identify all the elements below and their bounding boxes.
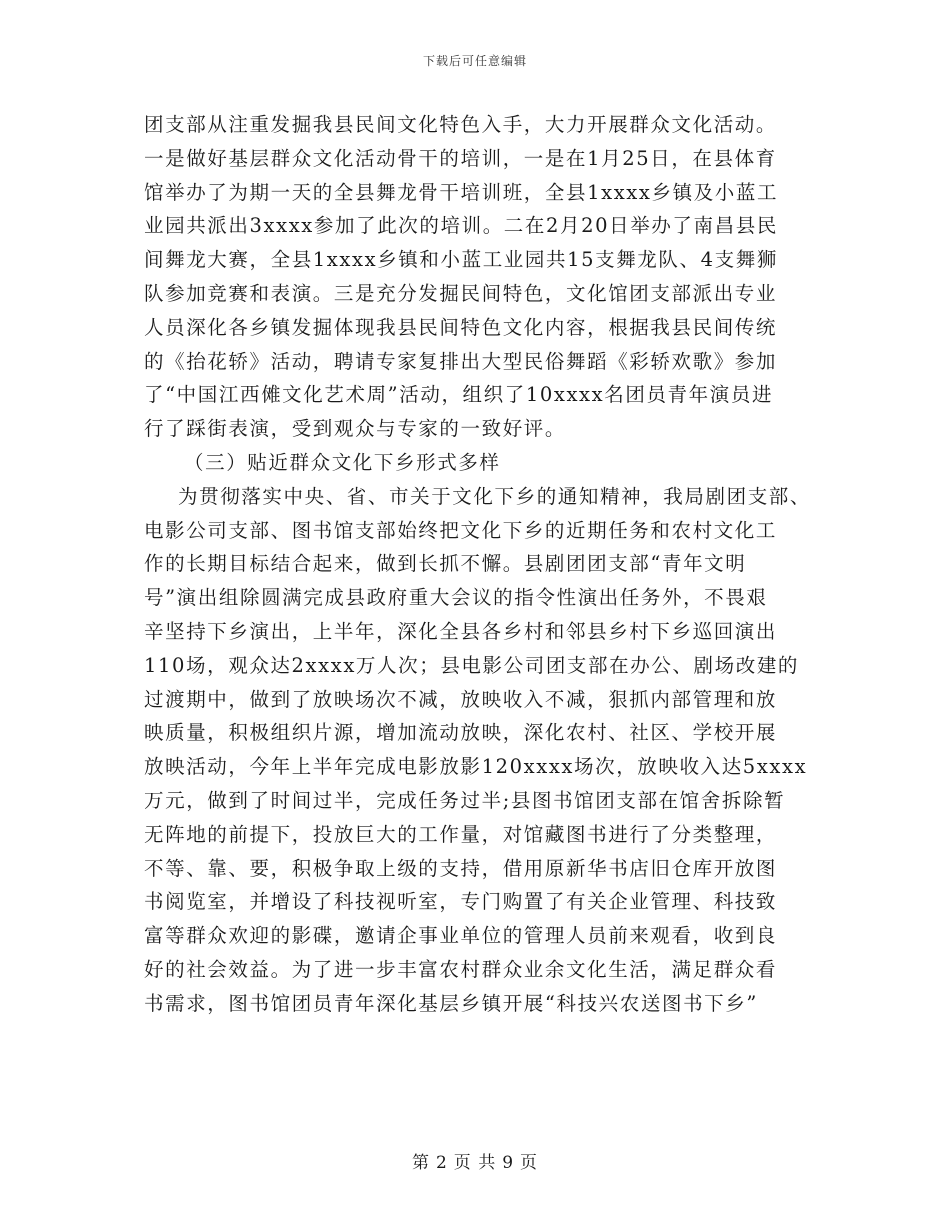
text-line: 间舞龙大赛，全县1xxxx乡镇和小蓝工业园共15支舞龙队、4支舞狮 — [144, 248, 778, 272]
text-line: 放映活动，今年上半年完成电影放影120xxxx场次，放映收入达5xxxx — [144, 755, 808, 779]
text-line: 富等群众欢迎的影碟，邀请企事业单位的管理人员前来观看，收到良 — [144, 924, 778, 948]
text-line: 万元，做到了时间过半，完成任务过半;县图书馆团支部在馆舍拆除暂 — [144, 788, 786, 812]
text-line: 电影公司支部、图书馆支部始终把文化下乡的近期任务和农村文化工 — [144, 518, 778, 542]
footer-prefix: 第 — [411, 1153, 430, 1173]
current-page-number: 2 — [435, 1153, 448, 1173]
section-heading: （三）贴近群众文化下乡形式多样 — [184, 450, 501, 474]
text-line: 人员深化各乡镇发掘体现我县民间特色文化内容，根据我县民间传统 — [144, 315, 778, 339]
text-line: 馆举办了为期一天的全县舞龙骨干培训班，全县1xxxx乡镇及小蓝工 — [144, 180, 779, 204]
text-line: 映质量，积极组织片源，增加流动放映，深化农村、社区、学校开展 — [144, 721, 778, 745]
text-line: 无阵地的前提下，投放巨大的工作量，对馆藏图书进行了分类整理， — [144, 822, 778, 846]
text-line: 了“中国江西傩文化艺术周”活动，组织了10xxxx名团员青年演员进 — [144, 383, 774, 407]
text-line: 的《抬花轿》活动，聘请专家复排出大型民俗舞蹈《彩轿欢歌》参加 — [144, 349, 778, 373]
text-line: 书需求，图书馆团员青年深化基层乡镇开展“科技兴农送图书下乡” — [144, 991, 758, 1015]
text-line: 作的长期目标结合起来，做到长抓不懈。县剧团团支部“青年文明 — [144, 552, 747, 576]
text-line: 号”演出组除圆满完成县政府重大会议的指令性演出任务外，不畏艰 — [144, 586, 768, 610]
text-line: 业园共派出3xxxx参加了此次的培训。二在2月20日举办了南昌县民 — [144, 214, 778, 238]
text-line: 一是做好基层群众文化活动骨干的培训，一是在1月25日，在县体育 — [144, 146, 777, 170]
total-page-count: 9 — [502, 1153, 515, 1173]
page-number-footer — [0, 1148, 950, 1173]
footer-middle: 页 共 — [453, 1153, 497, 1173]
text-line: 为贯彻落实中央、省、市关于文化下乡的通知精神，我局剧团支部、 — [178, 484, 812, 508]
text-line: 行了踩街表演，受到观众与专家的一致好评。 — [144, 417, 567, 441]
text-line: 书阅览室，并增设了科技视听室，专门购置了有关企业管理、科技致 — [144, 890, 778, 914]
text-line: 好的社会效益。为了进一步丰富农村群众业余文化生活，满足群众看 — [144, 957, 778, 981]
text-line: 110场，观众达2xxxx万人次；县电影公司团支部在办公、剧场改建的 — [144, 653, 800, 677]
text-line: 队参加竞赛和表演。三是充分发掘民间特色，文化馆团支部派出专业 — [144, 281, 778, 305]
text-line: 过渡期中，做到了放映场次不减，放映收入不减，狠抓内部管理和放 — [144, 687, 778, 711]
text-line: 不等、靠、要，积极争取上级的支持，借用原新华书店旧仓库开放图 — [144, 856, 778, 880]
footer-suffix: 页 — [520, 1153, 539, 1173]
text-line: 团支部从注重发掘我县民间文化特色入手，大力开展群众文化活动。 — [144, 113, 778, 136]
text-line: 辛坚持下乡演出，上半年，深化全县各乡村和邻县乡村下乡巡回演出 — [144, 619, 778, 643]
page-header: 下载后可任意编辑 — [422, 54, 527, 68]
document-body — [144, 108, 824, 1021]
